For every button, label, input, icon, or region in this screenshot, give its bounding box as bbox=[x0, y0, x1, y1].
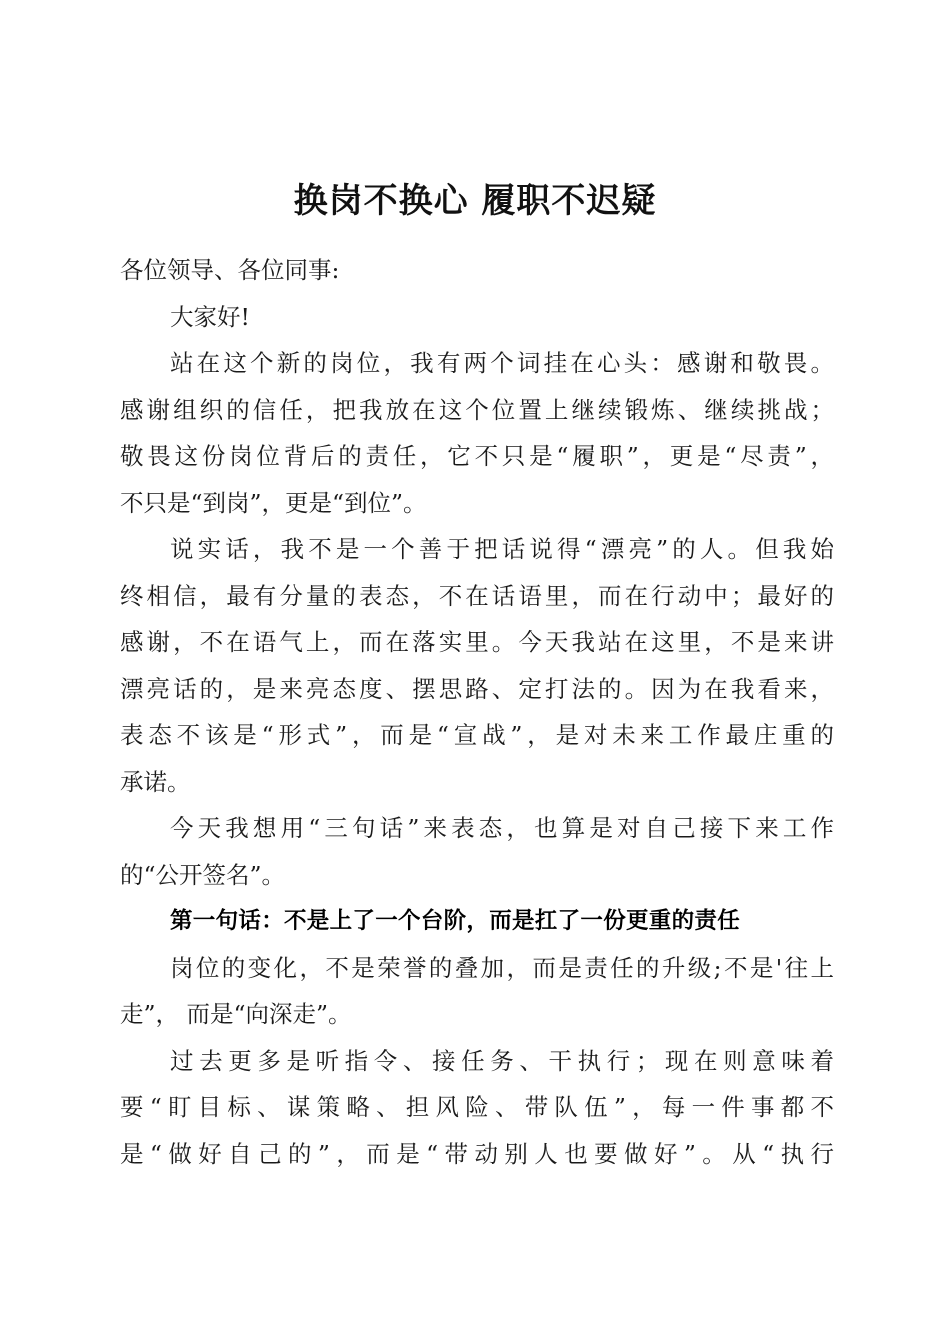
section-heading: 第一句话：不是上了一个台阶，而是扛了一份更重的责任 bbox=[170, 908, 741, 934]
greeting: 大家好! bbox=[170, 302, 250, 331]
paragraph-line: 站在这个新的岗位，我有两个词挂在心头：感谢和敬畏。 bbox=[170, 349, 834, 377]
paragraph-line: 表态不该是“形式”，而是“宣战”，是对未来工作最庄重的 bbox=[120, 721, 834, 749]
paragraph-line: 终相信，最有分量的表态，不在话语里，而在行动中；最好的 bbox=[120, 581, 834, 610]
paragraph-line: 走”， 而是“向深走”。 bbox=[120, 1000, 352, 1028]
paragraph-line: 敬畏这份岗位背后的责任，它不只是“履职”，更是“尽责”， bbox=[120, 442, 834, 470]
paragraph-line: 感谢组织的信任，把我放在这个位置上继续锻炼、继续挑战； bbox=[120, 395, 834, 424]
paragraph-line: 感谢，不在语气上，而在落实里。今天我站在这里，不是来讲 bbox=[120, 628, 834, 656]
paragraph-line: 的“公开签名”。 bbox=[120, 860, 286, 889]
paragraph-line: 是“做好自己的”，而是“带动别人也要做好”。从“执行 bbox=[120, 1139, 834, 1168]
paragraph-line: 过去更多是听指令、接任务、干执行；现在则意味着 bbox=[170, 1046, 834, 1075]
paragraph-line: 说实话，我不是一个善于把话说得“漂亮”的人。但我始 bbox=[170, 535, 834, 563]
paragraph-line: 承诺。 bbox=[120, 767, 191, 796]
paragraph-line: 不只是“到岗”，更是“到位”。 bbox=[120, 488, 427, 517]
paragraph-line: 今天我想用“三句话”来表态，也算是对自己接下来工作 bbox=[170, 814, 834, 842]
salutation: 各位领导、各位同事: bbox=[120, 256, 340, 284]
document-body bbox=[120, 247, 834, 1177]
paragraph-line: 漂亮话的，是来亮态度、摆思路、定打法的。因为在我看来， bbox=[120, 674, 834, 703]
paragraph-line: 岗位的变化，不是荣誉的叠加，而是责任的升级;不是'往上 bbox=[170, 953, 834, 982]
document-title: 换岗不换心 履职不迟疑 bbox=[293, 181, 657, 221]
paragraph-line: 要“盯目标、谋策略、担风险、带队伍”，每一件事都不 bbox=[120, 1093, 834, 1121]
